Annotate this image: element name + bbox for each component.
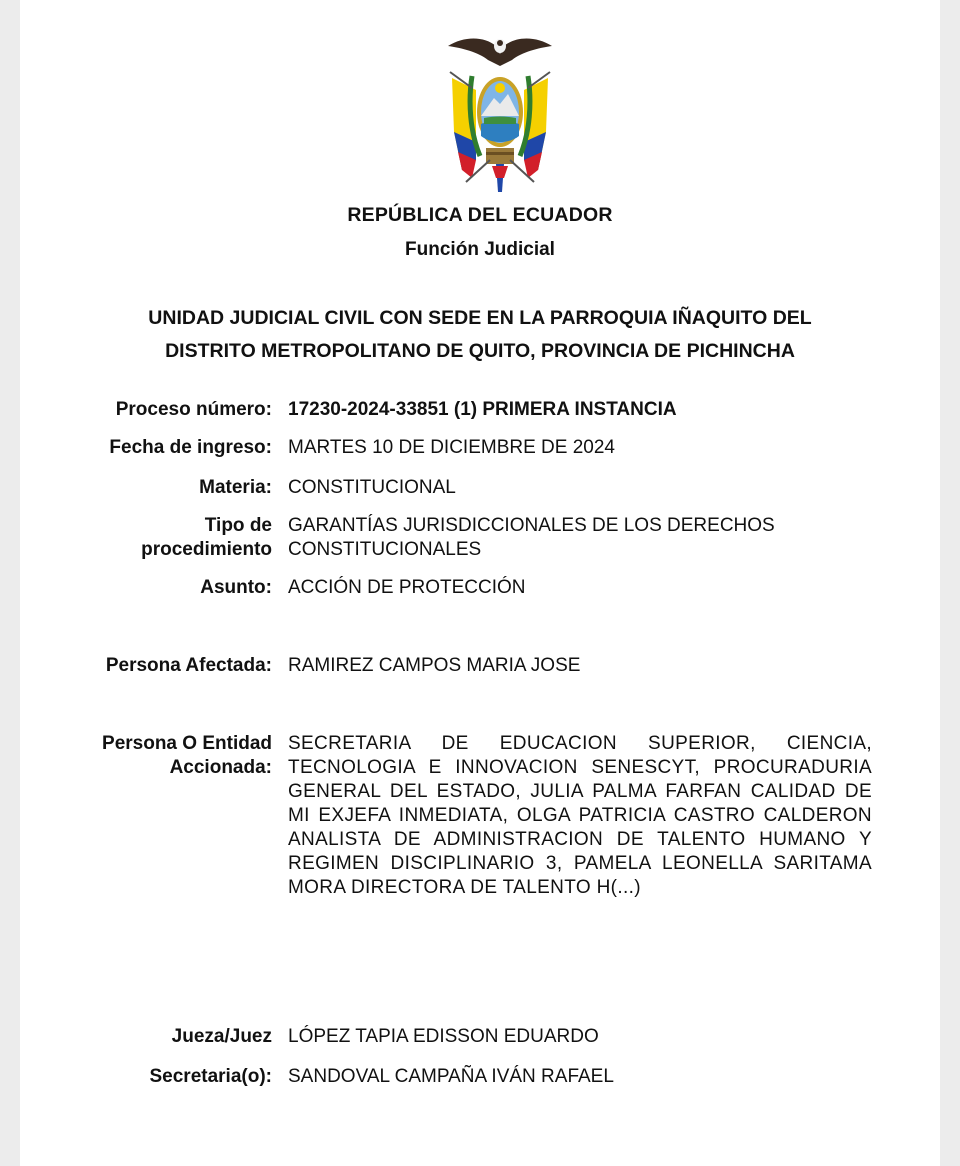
tipo-label-line-2: procedimiento xyxy=(141,539,272,560)
juez-value: LÓPEZ TAPIA EDISSON EDUARDO xyxy=(288,1026,599,1047)
fecha-value: MARTES 10 DE DICIEMBRE DE 2024 xyxy=(288,437,615,458)
accionada-label-line-1: Persona O Entidad xyxy=(102,733,272,754)
juez-label: Jueza/Juez xyxy=(171,1026,272,1047)
country-title: REPÚBLICA DEL ECUADOR xyxy=(347,204,613,226)
ecuador-coat-of-arms-icon xyxy=(446,32,554,194)
proceso-value: 17230-2024-33851 (1) PRIMERA INSTANCIA xyxy=(288,399,677,420)
accionada-value: SECRETARIA DE EDUCACION SUPERIOR, CIENCIA, TECNOLOGIA E INNOVACION SENESCYT, PROCURADURIA GENERAL DEL ESTADO, JULIA PALMA FARFAN CALIDAD DE MI EXJEFA INMEDIATA, OLGA PATRICIA CASTRO CALDERON ANALISTA DE ADMINISTRACION DE TALENTO HUMANO Y REGIMEN DISCIPLINARIO 3, PAMELA LEONELLA SARITAMA MORA DIRECTORA DE TALENTO H(...) xyxy=(288,733,872,898)
court-unit-line-2: DISTRITO METROPOLITANO DE QUITO, PROVINCIA DE PICHINCHA xyxy=(165,340,795,362)
court-unit-title xyxy=(20,302,940,368)
secretaria-value: SANDOVAL CAMPAÑA IVÁN RAFAEL xyxy=(288,1066,614,1087)
proceso-label: Proceso número: xyxy=(115,399,272,420)
court-unit-line-1: UNIDAD JUDICIAL CIVIL CON SEDE EN LA PARROQUIA IÑAQUITO DEL xyxy=(148,307,812,329)
tipo-value xyxy=(288,514,872,562)
secretaria-label: Secretaria(o): xyxy=(149,1066,272,1087)
fecha-label: Fecha de ingreso: xyxy=(109,437,272,458)
document-page xyxy=(20,0,940,1166)
asunto-label: Asunto: xyxy=(200,577,272,598)
tipo-label-line-1: Tipo de xyxy=(204,515,272,536)
materia-label: Materia: xyxy=(199,477,272,498)
asunto-value: ACCIÓN DE PROTECCIÓN xyxy=(288,577,526,598)
tipo-value-line-1: GARANTÍAS JURISDICCIONALES DE LOS DERECHOS xyxy=(288,515,775,536)
accionada-label xyxy=(20,732,272,780)
tipo-label xyxy=(20,514,272,562)
tipo-value-line-2: CONSTITUCIONALES xyxy=(288,539,482,560)
materia-value: CONSTITUCIONAL xyxy=(288,477,456,498)
afectada-value: RAMIREZ CAMPOS MARIA JOSE xyxy=(288,655,581,676)
afectada-label: Persona Afectada: xyxy=(105,655,272,676)
accionada-label-line-2: Accionada: xyxy=(169,757,272,778)
branch-title: Función Judicial xyxy=(405,239,555,260)
